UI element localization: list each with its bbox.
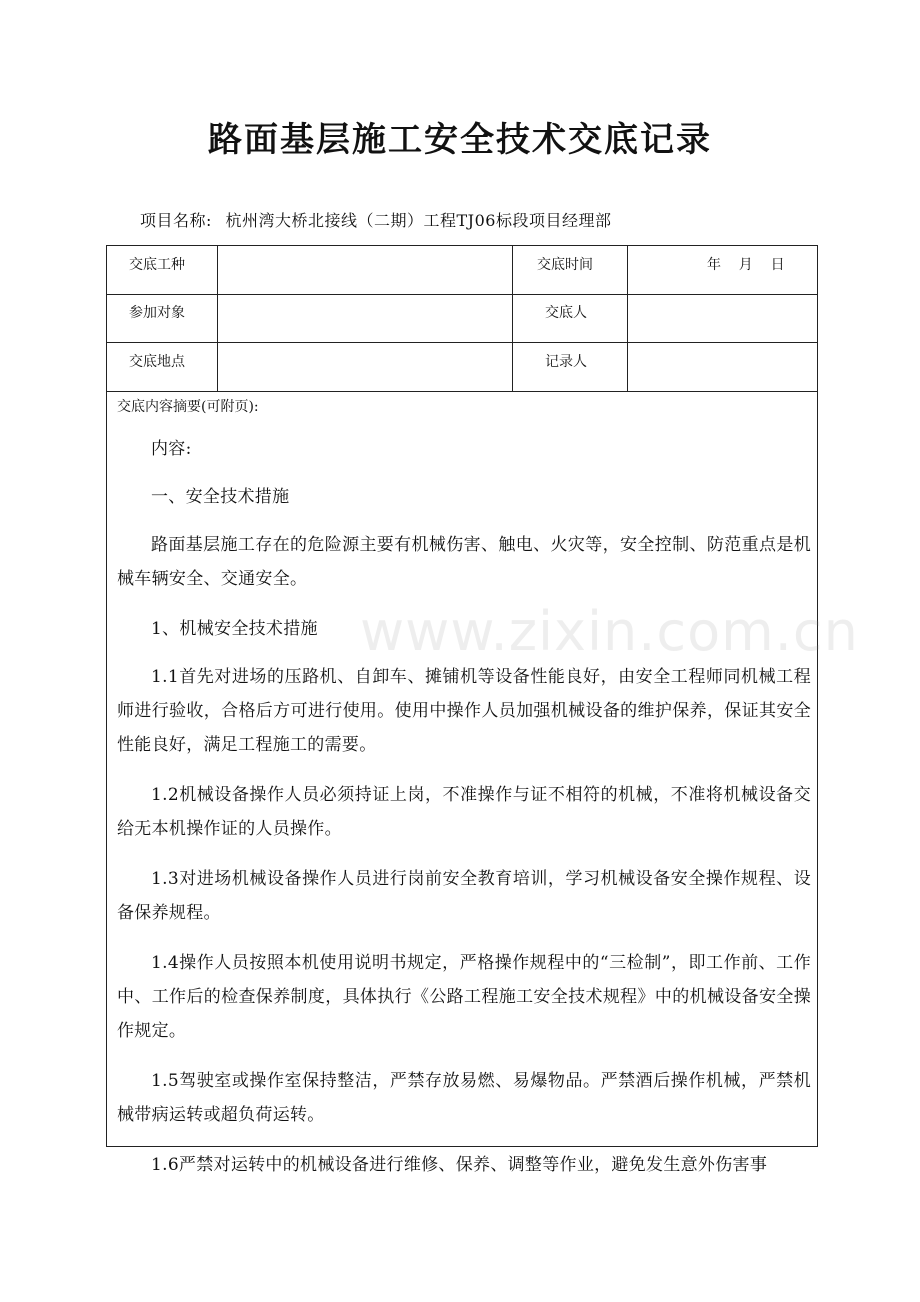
subsection-heading: 1、机械安全技术措施: [151, 619, 318, 639]
watermark: www.zixin.com.cn: [360, 600, 859, 663]
project-label: 项目名称:: [140, 211, 212, 230]
briefing-content: [117, 432, 811, 1198]
row-divider: [107, 294, 817, 295]
row-divider: [107, 391, 817, 392]
row-divider: [107, 342, 817, 343]
paragraph: 1.6严禁对运转中的机械设备进行维修、保养、调整等作业，避免发生意外伤害事: [151, 1155, 768, 1175]
location-label: 交底地点: [129, 354, 185, 370]
presenter-label: 交底人: [545, 305, 587, 321]
paragraph: 1.1首先对进场的压路机、自卸车、摊铺机等设备性能良好，由安全工程师同机械工程师进行验收，合格后方可进行使用。使用中操作人员加强机械设备的维护保养，保证其安全性能良好，满足工程施工的需要。: [117, 667, 811, 755]
time-label: 交底时间: [537, 257, 593, 273]
column-divider: [512, 246, 513, 391]
paragraph: 1.4操作人员按照本机使用说明书规定，严格操作规程中的“三检制”，即工作前、工作中、工作后的检查保养制度，具体执行《公路工程施工安全技术规程》中的机械设备安全操作规定。: [117, 953, 811, 1041]
participants-label: 参加对象: [129, 305, 185, 321]
briefing-table: [106, 245, 818, 1175]
time-value: 年 月 日: [707, 257, 785, 273]
paragraph: 1.3对进场机械设备操作人员进行岗前安全教育培训，学习机械设备安全操作规程、设备保养规程。: [117, 869, 811, 923]
section-heading: 一、安全技术措施: [151, 487, 290, 507]
paragraph: 1.2机械设备操作人员必须持证上岗，不准操作与证不相符的机械，不准将机械设备交给无本机操作证的人员操作。: [117, 785, 811, 839]
recorder-label: 记录人: [545, 354, 587, 370]
work-type-label: 交底工种: [129, 257, 185, 273]
document-title: 路面基层施工安全技术交底记录: [208, 120, 712, 160]
project-line: [140, 208, 611, 231]
summary-label: 交底内容摘要(可附页):: [117, 399, 259, 415]
content-intro: 内容:: [151, 439, 192, 459]
paragraph: 路面基层施工存在的危险源主要有机械伤害、触电、火灾等，安全控制、防范重点是机械车辆安全、交通安全。: [117, 535, 811, 589]
project-name: 杭州湾大桥北接线（二期）工程TJ06标段项目经理部: [225, 211, 612, 230]
column-divider: [217, 246, 218, 391]
paragraph: 1.5驾驶室或操作室保持整洁，严禁存放易燃、易爆物品。严禁酒后操作机械，严禁机械带病运转或超负荷运转。: [117, 1071, 811, 1125]
column-divider: [627, 246, 628, 391]
